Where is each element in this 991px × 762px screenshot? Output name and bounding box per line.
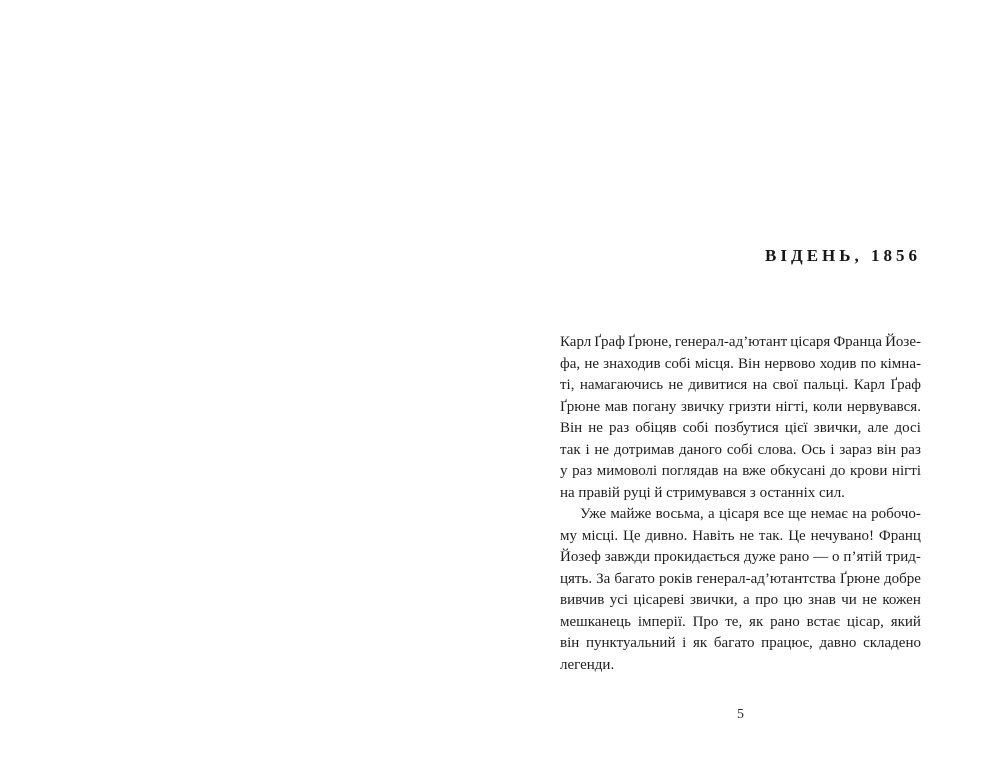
text-line: Ґрюне мав погану звичку гризти нігті, коли нервувався. (560, 398, 921, 415)
text-line: Уже майже восьма, а цісаря все ще немає на робочо- (580, 506, 921, 522)
text-line: він пунктуальний і як багато працює, давно складено (560, 635, 921, 651)
text-line: фа, не знаходив собі місця. Він нервово ходив по кімна- (560, 355, 921, 372)
text-line: му місці. Це дивно. Навіть не так. Це нечувано! Франц (560, 527, 921, 544)
chapter-title: ВІДЕНЬ, 1856 (765, 246, 921, 265)
blank-left-page (0, 0, 495, 762)
text-line: на правій руці й стримувався з останніх сил. (560, 484, 845, 501)
page-number: 5 (737, 707, 744, 722)
text-line: Він не раз обіцяв собі позбутися цієї звички, але досі (560, 420, 921, 436)
text-line: Карл Ґраф Ґрюне, генерал-ад’ютант цісаря Франца Йозе- (560, 334, 921, 350)
text-line: ті, намагаючись не дивитися на свої пальці. Карл Ґраф (560, 377, 921, 393)
text-line: у раз мимоволі поглядав на вже обкусані до крови нігті (560, 463, 921, 479)
right-page-content (560, 245, 921, 676)
text-line: Йозеф завжди прокидається дуже рано — о п’ятій трид- (560, 549, 921, 565)
text-line: легенди. (560, 656, 615, 673)
text-line: вивчив усі цісареві звички, а про цю знав чи не кожен (560, 592, 921, 608)
body-text (560, 332, 921, 676)
text-line: мешканець імперії. Про те, як рано встає цісар, який (560, 613, 921, 630)
text-line: так і не дотримав даного собі слова. Ось і зараз він раз (560, 441, 921, 458)
text-line: цять. За багато років генерал-ад’ютантства Ґрюне добре (560, 570, 921, 587)
